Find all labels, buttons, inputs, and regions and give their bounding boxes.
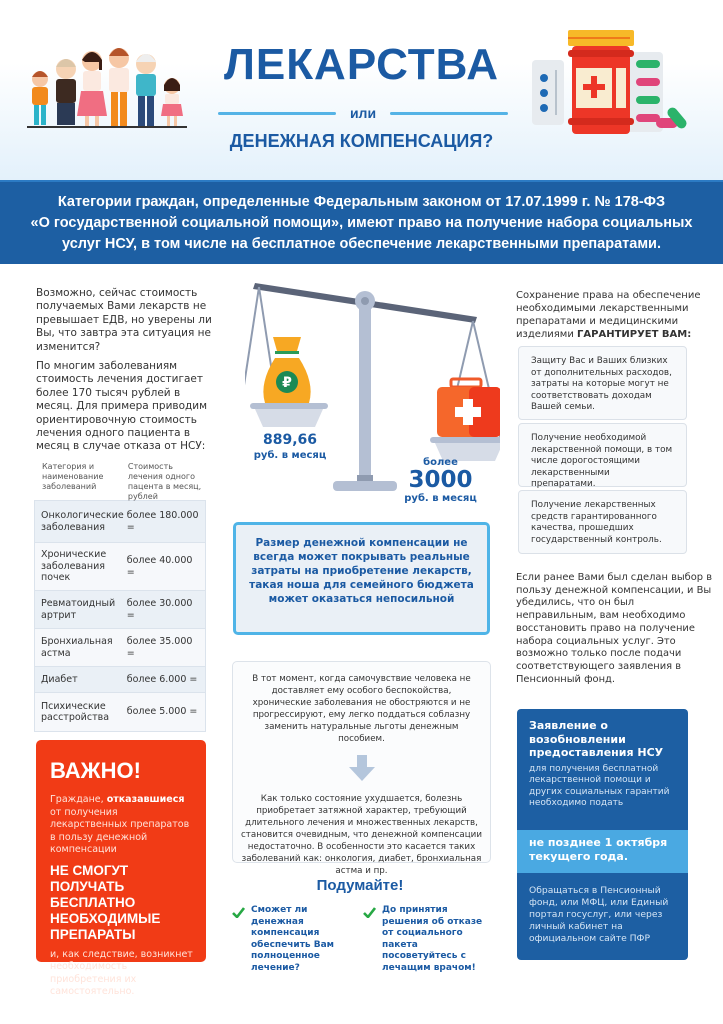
compensation-value: [250, 432, 330, 461]
compensation-callout: Размер денежной компенсации не всегда может покрывать реальные затраты на приобретение лекарств, такая ноша для семейного бюджета может оказаться непосильной: [233, 522, 490, 635]
table-body: [34, 500, 206, 732]
guarantees-intro-bold: ГАРАНТИРУЕТ ВАМ:: [577, 329, 692, 340]
info-banner: [0, 180, 723, 264]
left-intro: [36, 287, 216, 460]
guarantees-intro-text: Сохранение права на обеспечение необходимыми лекарственными препаратами и медицинскими изделиями: [516, 290, 701, 340]
header: [0, 0, 723, 180]
table-row: [35, 543, 205, 591]
application-where: Обращаться в Пенсионный фонд, или МФЦ, или Единый портал госуслуг, или через личный кабинет на официальном сайте ПФР: [529, 885, 669, 944]
disease-cell: Психические расстройства: [41, 700, 110, 723]
guarantee-card: Получение необходимой лекарственной помощи, в том числе дорогостоящими лекарственными препаратами.: [518, 423, 687, 487]
important-text: [50, 794, 194, 857]
compensation-unit: руб. в месяц: [253, 450, 327, 461]
important-warning: НЕ СМОГУТ ПОЛУЧАТЬ БЕСПЛАТНО НЕОБХОДИМЫЕ ПРЕПАРАТЫ: [50, 862, 161, 942]
title-divider: [218, 103, 508, 123]
important-text-pre: Граждане,: [50, 794, 107, 805]
title-or: или: [349, 105, 377, 121]
money-bag-icon: [263, 337, 310, 403]
cost-cell: более 35.000 =: [126, 636, 193, 659]
medicine-cost-unit: руб. в месяц: [404, 493, 477, 504]
cost-cell: более 180.000 =: [126, 510, 199, 533]
banner-line: услуг НСУ, в том числе на бесплатное обеспечение лекарственными препаратами.: [62, 236, 661, 252]
table-row: [35, 667, 205, 693]
table-row: [35, 591, 205, 629]
disease-cell: Ревматоидный артрит: [41, 598, 116, 621]
disease-cell: Онкологические заболевания: [41, 510, 124, 533]
currency-symbol: ₽: [282, 375, 292, 391]
cost-cell: более 30.000 =: [126, 598, 193, 621]
column-header-disease: Категория и наименование заболеваний: [42, 462, 104, 491]
think-item-text: Сможет ли денежная компенсация обеспечить Вам полноценное лечение?: [251, 905, 335, 973]
page-title: ЛЕКАРСТВА: [223, 40, 500, 89]
table-row: [35, 693, 205, 731]
think-title: Подумайте!: [316, 877, 404, 894]
intro-paragraph-2: По многим заболеваниям стоимость лечения достигает более 170 тысяч рублей в месяц. Для примера приводим ориентировочную стоимость лечения одного пациента в месяц в случае отказа от НСУ:: [36, 360, 208, 453]
application-top: [517, 709, 688, 830]
think-item: [363, 905, 493, 974]
divider-line-right: [390, 112, 508, 115]
compensation-amount: 889,66: [262, 432, 318, 448]
disease-cell: Хронические заболевания почек: [41, 549, 107, 584]
check-icon: [363, 907, 376, 918]
cost-table: [34, 462, 206, 732]
think-item-text: До принятия решения об отказе от социального пакета посоветуйтесь с лечащим врачом!: [382, 905, 483, 973]
application-box: [517, 709, 688, 960]
page-subtitle: ДЕНЕЖНАЯ КОМПЕНСАЦИЯ?: [229, 131, 494, 151]
important-title: ВАЖНО!: [50, 758, 141, 783]
divider-line-left: [218, 112, 336, 115]
application-subtitle: для получения бесплатной лекарственной помощи и других социальных гарантий необходимо подать: [529, 763, 670, 808]
disease-cell: Бронхиальная астма: [41, 636, 113, 659]
banner-line: Категории граждан, определенные Федеральным законом от 17.07.1999 г. № 178-ФЗ: [57, 194, 666, 210]
application-deadline: не позднее 1 октября текущего года.: [517, 830, 688, 873]
check-icon: [232, 907, 245, 918]
arrow-down-icon: [349, 755, 375, 781]
column-header-cost: Стоимость лечения одного пацента в месяц, рублей: [127, 462, 202, 501]
banner-line: «О государственной социальной помощи», имеют право на получение набора социальных: [30, 215, 693, 231]
medicine-bottle-icon: [528, 30, 694, 135]
cost-cell: более 6.000 =: [126, 673, 198, 685]
cost-cell: более 5.000 =: [126, 706, 198, 718]
cost-cell: более 40.000 =: [126, 555, 193, 578]
important-notice: [36, 740, 206, 997]
first-aid-kit-icon: [437, 379, 500, 437]
story-after: Как только состояние ухудшается, болезнь приобретает затяжной характер, требующий длительного лечения и множественных лекарств, становится очевидным, что денежной компенсации недостаточно. В особенности это касается таких заболеваний как: онкология, диабет, бронхиальная астма и пр.: [241, 794, 482, 876]
table-row: [35, 629, 205, 667]
guarantees-intro: [516, 289, 716, 341]
medicine-cost-value: [398, 457, 483, 504]
story-box: [232, 661, 491, 876]
guarantee-card: Защиту Вас и Ваших близких от дополнительных расходов, затраты на которые могут не соответствовать доходам Вашей семьи.: [518, 346, 687, 420]
medicine-cost-amount: 3000: [408, 467, 473, 493]
restore-paragraph: Если ранее Вами был сделан выбор в пользу денежной компенсации, и Вы убедились, что он был неправильным, вам необходимо восстановить право на получение набора социальных услуг. Это возможно только после подачи соответствующего заявления в Пенсионный фонд.: [516, 572, 713, 685]
medicine-cost-prefix: более: [423, 457, 458, 468]
important-text-post: от получения лекарственных препаратов в пользу денежной компенсации: [50, 806, 190, 855]
guarantee-card: Получение лекарственных средств гарантированного качества, прошедших государственный контроль.: [518, 490, 687, 554]
important-consequence: и, как следствие, возникнет необходимость приобретения их самостоятельно.: [50, 948, 193, 997]
application-title: Заявление о возобновлении предоставления НСУ: [529, 719, 664, 759]
intro-paragraph-1: Возможно, сейчас стоимость получаемых Вами лекарств не превышает ЕДВ, но уверены ли Вы, что завтра эта ситуация не изменится?: [36, 287, 212, 353]
table-header: [34, 462, 206, 500]
story-before: В тот момент, когда самочувствие человека не доставляет ему особого беспокойства, хронические заболевания не обостряются и не прогрессируют, ему легко поддаться соблазну заменить натуральные льготы денежным пособием.: [252, 674, 471, 744]
think-item: [232, 905, 357, 974]
important-text-bold: отказавшиеся: [106, 794, 185, 805]
table-row: [35, 501, 205, 543]
disease-cell: Диабет: [41, 673, 78, 685]
